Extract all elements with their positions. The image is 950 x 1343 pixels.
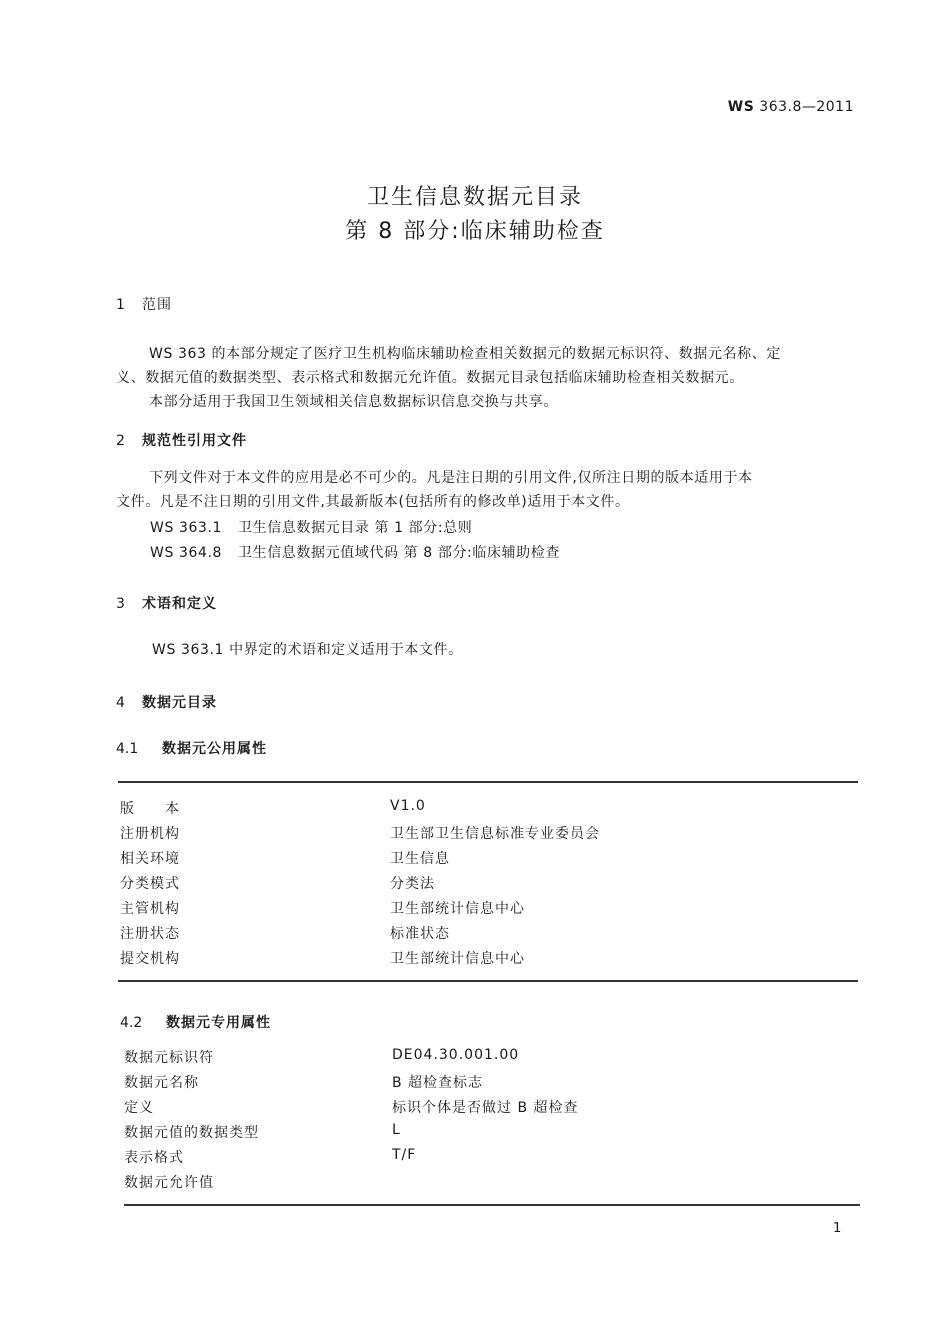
specific-attributes-table: 数据元标识符 DE04.30.001.00 数据元名称 B 超检查标志 定义 标识个体是否做过 B 超检查 数据元值的数据类型 L 表示格式 T/F 数据元允许值 <box>124 1047 579 1191</box>
section-1-body: WS 363 的本部分规定了医疗卫生机构临床辅助检查相关数据元的数据元标识符、数据元名称、定 义、数据元值的数据类型、表示格式和数据元允许值。数据元目录包括临床辅助检查相关数据元。 本部分适用于我国卫生领域相关信息数据标识信息交换与共享。 <box>116 346 781 410</box>
section-3-body: WS 363.1 中界定的术语和定义适用于本文件。 <box>152 642 463 658</box>
document-title: 卫生信息数据元目录 <box>366 185 583 210</box>
table-top-rule <box>118 781 858 783</box>
section-3-heading: 3 术语和定义 <box>116 596 217 612</box>
section-4-1-heading: 4.1 数据元公用属性 <box>116 741 267 757</box>
table-bottom-rule <box>124 1204 860 1206</box>
section-4-2-heading: 4.2 数据元专用属性 <box>120 1015 271 1031</box>
section-2-body: 下列文件对于本文件的应用是必不可少的。凡是注日期的引用文件,仅所注日期的版本适用于本 文件。凡是不注日期的引用文件,其最新版本(包括所有的修改单)适用于本文件。 <box>116 470 753 510</box>
standard-number: WS 363.8—2011 <box>727 99 854 115</box>
section-1-heading: 1 范围 <box>116 297 172 313</box>
section-4-heading: 4 数据元目录 <box>116 695 217 711</box>
section-2-heading: 2 规范性引用文件 <box>116 433 247 449</box>
table-bottom-rule <box>118 980 858 982</box>
reference-item: WS 364.8 卫生信息数据元值域代码 第 8 部分:临床辅助检查 <box>150 545 560 561</box>
reference-item: WS 363.1 卫生信息数据元目录 第 1 部分:总则 <box>150 520 473 536</box>
document-subtitle: 第 8 部分:临床辅助检查 <box>345 219 605 244</box>
page-number: 1 <box>833 1221 842 1236</box>
common-attributes-table: 版 本 V1.0 注册机构 卫生部卫生信息标准专业委员会 相关环境 卫生信息 分类模式 分类法 主管机构 卫生部统计信息中心 注册状态 标准状态 提交机构 卫生部统计信息中心 <box>120 798 600 967</box>
